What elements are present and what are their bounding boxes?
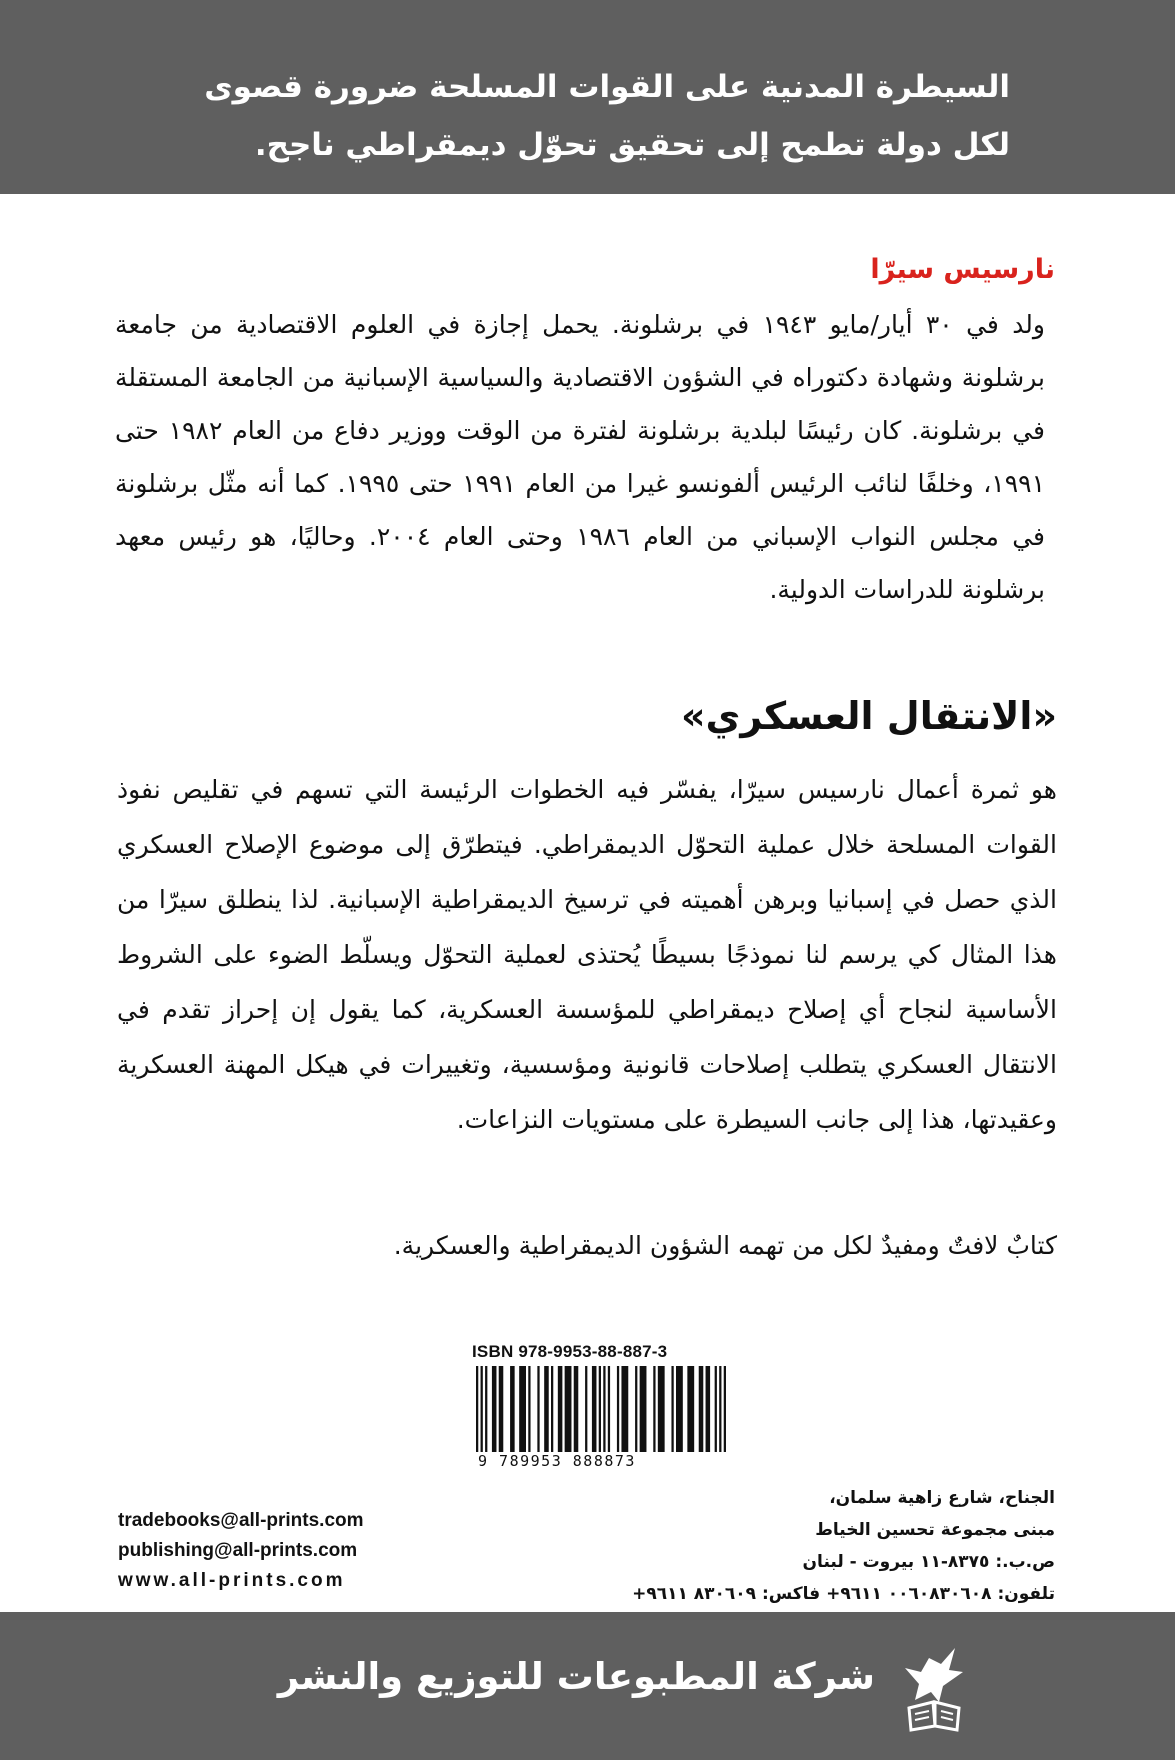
barcode-bar bbox=[715, 1366, 717, 1452]
barcode-bar bbox=[476, 1366, 478, 1452]
barcode-bar bbox=[599, 1366, 601, 1452]
barcode-bar bbox=[603, 1366, 605, 1452]
barcode-bar bbox=[687, 1366, 694, 1452]
publisher-name: شركة المطبوعات للتوزيع والنشر bbox=[277, 1655, 875, 1698]
barcode-bar bbox=[653, 1366, 655, 1452]
book-description: هو ثمرة أعمال نارسيس سيرّا، يفسّر فيه الخطوات الرئيسة التي تسهم في تقليص نفوذ القوات المسلحة خلال عملية التحوّل الديمقراطي. فيتطرّق إلى موضوع الإصلاح العسكري الذي حصل في إسبانيا وبرهن أهميته في ترسيخ الديمقراطية الإسبانية. لذا ينطلق سيرّا من هذا المثال كي يرسم لنا نموذجًا بسيطًا يُحتذى لعملية التحوّل ويسلّط الضوء على الشروط الأساسية لنجاح أي إصلاح ديمقراطي للمؤسسة العسكرية، كما يقول إن إحراز تقدم في الانتقال العسكري يتطلب إصلاحات قانونية ومؤسسية، وتغييرات في هيكل المهنة العسكرية وعقيدتها، هذا إلى جانب السيطرة على مستويات النزاعات. bbox=[117, 775, 1057, 1134]
publisher-band bbox=[0, 1612, 1175, 1760]
barcode-bar bbox=[565, 1366, 572, 1452]
cover-quote: السيطرة المدنية على القوات المسلحة ضرورة قصوى لكل دولة تطمح إلى تحقيق تحوّل ديمقراطي ناجح. bbox=[204, 69, 1010, 163]
barcode-bar bbox=[551, 1366, 553, 1452]
barcode-bar bbox=[519, 1366, 526, 1452]
barcode-bar bbox=[574, 1366, 579, 1452]
author-bio: ولد في ٣٠ أيار/مايو ١٩٤٣ في برشلونة. يحمل إجازة في العلوم الاقتصادية من جامعة برشلونة وشهادة دكتوراه في الشؤون الاقتصادية والسياسية الإسبانية من الجامعة المستقلة في برشلونة. كان رئيسًا لبلدية برشلونة لفترة من الوقت ووزير دفاع من العام ١٩٨٢ حتى ١٩٩١، وخلفًا لنائب الرئيس ألفونسو غيرا من العام ١٩٩١ حتى ١٩٩٥. كما أنه مثّل برشلونة في مجلس النواب الإسباني من العام ١٩٨٦ وحتى العام ٢٠٠٤. وحاليًا، هو رئيس معهد برشلونة للدراسات الدولية. bbox=[115, 310, 1046, 604]
bird-on-book-icon bbox=[895, 1642, 975, 1732]
barcode-bar bbox=[617, 1366, 619, 1452]
barcode-bar bbox=[510, 1366, 515, 1452]
barcode-bar bbox=[671, 1366, 673, 1452]
barcode-bar bbox=[621, 1366, 628, 1452]
barcode-bar bbox=[635, 1366, 637, 1452]
barcode-bar bbox=[724, 1366, 726, 1452]
publisher-address bbox=[575, 1482, 1055, 1610]
publisher-contacts bbox=[118, 1506, 364, 1596]
barcode-bar bbox=[592, 1366, 597, 1452]
address-line: ص.ب.: ٨٣٧٥-١١ بيروت - لبنان bbox=[802, 1552, 1055, 1572]
barcode-bar bbox=[492, 1366, 497, 1452]
address-line: الجناح، شارع زاهية سلمان، bbox=[829, 1488, 1055, 1508]
barcode-number: 9 789953 888873 bbox=[478, 1452, 636, 1470]
barcode-bar bbox=[608, 1366, 610, 1452]
isbn-label: ISBN 978-9953-88-887-3 bbox=[472, 1342, 668, 1361]
barcode-bar bbox=[481, 1366, 483, 1452]
barcode-image bbox=[470, 1366, 732, 1452]
barcode-bar bbox=[537, 1366, 539, 1452]
barcode-bar bbox=[485, 1366, 487, 1452]
barcode-bar bbox=[558, 1366, 563, 1452]
address-line: مبنى مجموعة تحسين الخياط bbox=[815, 1520, 1055, 1540]
email-publishing: publishing@all-prints.com bbox=[118, 1540, 358, 1561]
barcode-bar bbox=[699, 1366, 704, 1452]
barcode-bar bbox=[528, 1366, 530, 1452]
barcode-bar bbox=[585, 1366, 587, 1452]
barcode-bar bbox=[676, 1366, 683, 1452]
barcode-bar bbox=[499, 1366, 504, 1452]
address-line: تلفون: ٠٠٦٠٨٣٠٦٠٨ ٩٦١١+ فاكس: ٨٣٠٦٠٩ ٩٦١١+ bbox=[632, 1584, 1055, 1604]
email-tradebooks: tradebooks@all-prints.com bbox=[118, 1510, 364, 1531]
book-verdict: كتابٌ لافتٌ ومفيدٌ لكل من تهمه الشؤون الديمقراطية والعسكرية. bbox=[393, 1231, 1057, 1260]
top-quote-band bbox=[0, 0, 1175, 194]
isbn-barcode bbox=[470, 1342, 732, 1474]
barcode-bar bbox=[719, 1366, 721, 1452]
website-url: www.all-prints.com bbox=[118, 1570, 346, 1591]
barcode-bar bbox=[706, 1366, 711, 1452]
book-title: «الانتقال العسكري» bbox=[681, 694, 1057, 738]
barcode-bar bbox=[544, 1366, 549, 1452]
barcode-bar bbox=[658, 1366, 665, 1452]
barcode-bar bbox=[640, 1366, 647, 1452]
author-name: نارسيس سيرّا bbox=[870, 254, 1055, 285]
